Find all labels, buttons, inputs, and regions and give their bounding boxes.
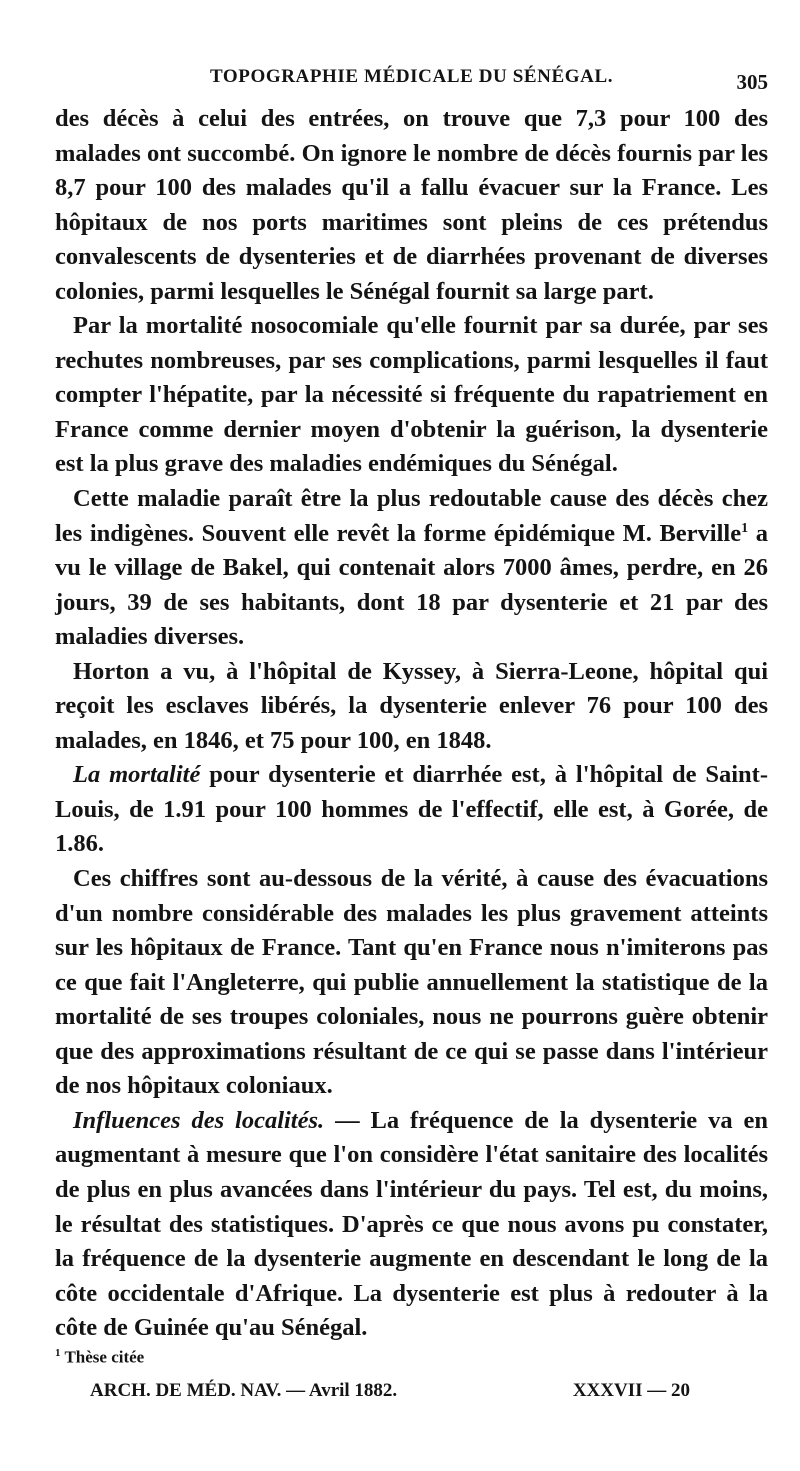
footer-signature: XXXVII — 20	[572, 1380, 690, 1401]
paragraph-text: — La fréquence de la dysenterie va en augmentant à mesure que l'on considère l'état sanitaire des localités de plus en plus avancées dans l'intérieur du pays. Tel est, du moins, le résultat des statistiques. D'après ce que nous avons pu constater, la fréquence de la dysenterie augmente en descendant le long de la côte occidentale d'Afrique. La dysenterie est plus à redouter à la côte de Guinée qu'au Sénégal.	[55, 1106, 768, 1342]
paragraph-mortalite-nosocomiale: Par la mortalité nosocomiale qu'elle fournit par sa durée, par ses rechutes nombreuses, par ses complications, parmi lesquelles il faut compter l'hépatite, par la nécessité si fréquente du rapatriement en France comme dernier moyen d'obtenir la guérison, la dysenterie est la plus grave des maladies endémiques du Sénégal.	[55, 312, 768, 478]
paragraph-horton: Horton a vu, à l'hôpital de Kyssey, à Sierra-Leone, hôpital qui reçoit les esclaves libérés, la dysenterie enlever 76 pour 100 des malades, en 1846, et 75 pour 100, en 1848.	[55, 657, 768, 754]
running-title: TOPOGRAPHIE MÉDICALE DU SÉNÉGAL.	[209, 66, 614, 87]
paragraph-continued: des décès à celui des entrées, on trouve que 7,3 pour 100 des malades ont succombé. On ignore le nombre de décès fournis par les 8,7 pour 100 des malades qu'il a fallu évacuer sur la France. Les hôpitaux de nos ports maritimes sont pleins de ces prétendus convalescents de dysenteries et de diarrhées provenant de diverses colonies, parmi lesquelles le Sénégal fournit sa large part.	[55, 105, 768, 305]
footnote-marker: 1	[55, 1347, 61, 1359]
paragraph-text: a vu le village de Bakel, qui contenait alors 7000 âmes, perdre, en 26 jours, 39 de ses habitants, dont 18 par dysenterie et 21 par des maladies diverses.	[55, 519, 768, 651]
paragraph-la-mortalite	[55, 758, 768, 862]
footnote	[55, 1347, 768, 1368]
paragraph-text: Cette maladie paraît être la plus redoutable cause des décès chez les indigènes. Souvent elle revêt la forme épidémique M. Berville	[55, 485, 768, 547]
paragraph-indigenes	[55, 482, 768, 655]
paragraph-text: pour dysenterie et diarrhée est, à l'hôpital de Saint-Louis, de 1.91 pour 100 hommes de l'effectif, elle est, à Gorée, de 1.86.	[55, 761, 768, 858]
italic-lead: La mortalité	[73, 761, 201, 789]
body-text	[55, 102, 768, 1346]
footnote-reference: 1	[741, 520, 749, 536]
footnote-text: Thèse citée	[64, 1347, 145, 1367]
page-header	[55, 62, 768, 102]
paragraph-chiffres: Ces chiffres sont au-dessous de la vérité, à cause des évacuations d'un nombre considérable des malades les plus gravement atteints sur les hôpitaux de France. Tant qu'en France nous n'imiterons pas ce que fait l'Angleterre, qui publie annuellement la statistique de la mortalité de ses troupes coloniales, nous ne pourrons guère obtenir que des approximations résultant de ce qui se passe dans l'intérieur de nos hôpitaux coloniaux.	[55, 865, 768, 1100]
italic-lead: Influences des localités.	[73, 1106, 325, 1134]
page-footer	[90, 1380, 690, 1408]
paragraph-influences	[55, 1104, 768, 1346]
footer-journal: ARCH. DE MÉD. NAV. — Avril 1882.	[90, 1380, 398, 1401]
page-number: 305	[736, 70, 768, 94]
